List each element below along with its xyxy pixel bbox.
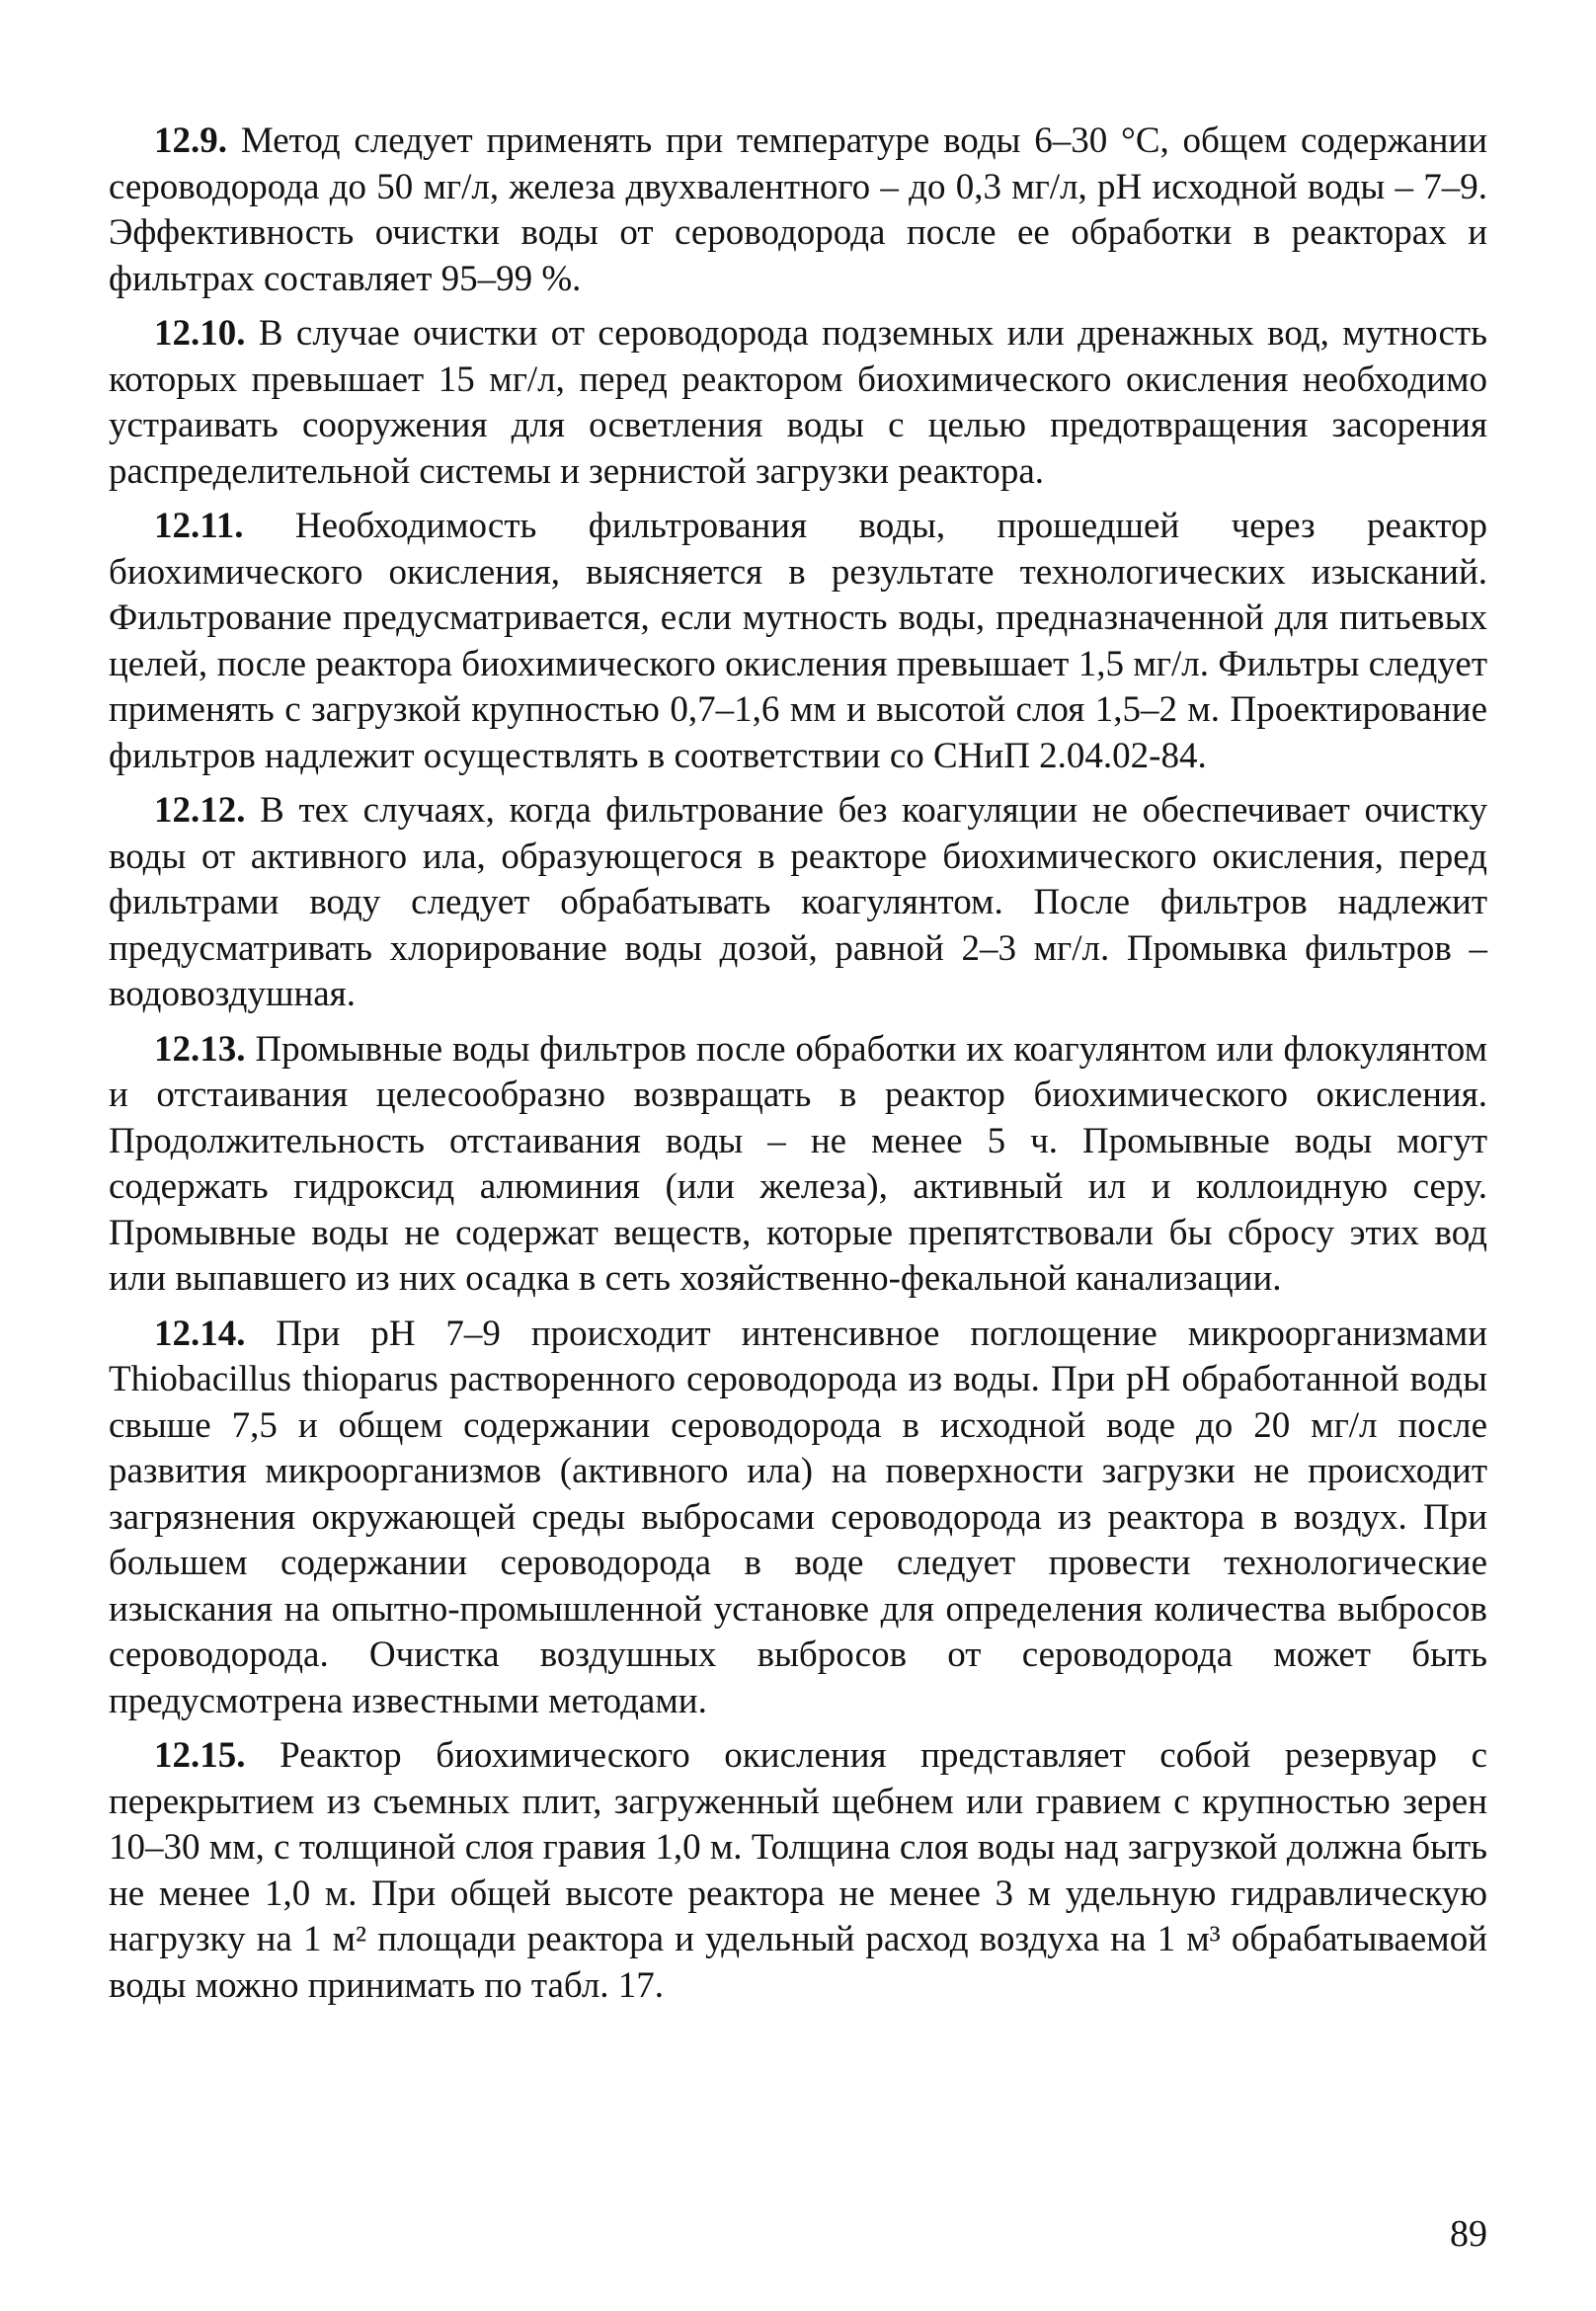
clause-text: Промывные воды фильтров после обработки их коагулянтом или флокулянтом и отстаивания целесообразно возвращать в реактор биохимического окисления. Продолжительность отстаивания воды – не менее 5 ч. Промывные воды могут содержать гидроксид алюминия (или железа), активный ил и коллоидную серу. Промывные воды не содержат веществ, которые препятствовали бы сбросу этих вод или выпавшего из них осадка в сеть хозяйственно-фекальной канализации. (109, 1028, 1487, 1299)
clause-text: Необходимость фильтрования воды, прошедшей через реактор биохимического окисления, выясняется в результате технологических изысканий. Фильтрование предусматривается, если мутность воды, предназначенной для питьевых целей, после реактора биохимического окисления превышает 1,5 мг/л. Фильтры следует применять с загрузкой крупностью 0,7–1,6 мм и высотой слоя 1,5–2 м. Проектирование фильтров надлежит осуществлять в соответствии со СНиП 2.04.02-84. (109, 506, 1487, 776)
paragraph-12-10 (109, 311, 1487, 495)
clause-text: Реактор биохимического окисления представляет собой резервуар с перекрытием из съемных плит, загруженный щебнем или гравием с крупностью зерен 10–30 мм, с толщиной слоя гравия 1,0 м. Толщина слоя воды над загрузкой должна быть не менее 1,0 м. При общей высоте реактора не менее 3 м удельную гидравлическую нагрузку на 1 м² площади реактора и удельный расход воздуха на 1 м³ обрабатываемой воды можно принимать по табл. 17. (109, 1735, 1487, 2006)
document-body (109, 119, 1487, 2018)
clause-text: Метод следует применять при температуре воды 6–30 °С, общем содержании сероводорода до 50 мг/л, железа двухвалентного – до 0,3 мг/л, рН исходной воды – 7–9. Эффективность очистки воды от сероводорода после ее обработки в реакторах и фильтрах составляет 95–99 %. (109, 120, 1487, 299)
clause-text: При рН 7–9 происходит интенсивное поглощение микроорганизмами Thiobacillus thioparus растворенного сероводорода из воды. При рН обработанной воды свыше 7,5 и общем содержании сероводорода в исходной воде до 20 мг/л после развития микроорганизмов (активного ила) на поверхности загрузки не происходит загрязнения окружающей среды выбросами сероводорода из реактора в воздух. При большем содержании сероводорода в воде следует провести технологические изыскания на опытно-промышленной установке для определения количества выбросов сероводорода. Очистка воздушных выбросов от сероводорода может быть предусмотрена известными методами. (109, 1313, 1488, 1721)
page-number: 89 (1450, 2213, 1487, 2255)
paragraph-12-15 (109, 1733, 1487, 2009)
clause-number: 12.15. (154, 1735, 246, 1776)
paragraph-12-11 (109, 504, 1487, 779)
clause-number: 12.11. (154, 506, 244, 546)
clause-text: В случае очистки от сероводорода подземных или дренажных вод, мутность которых превышает 15 мг/л, перед реактором биохимического окисления необходимо устраивать сооружения для осветления воды с целью предотвращения засорения распределительной системы и зернистой загрузки реактора. (109, 313, 1488, 492)
paragraph-12-12 (109, 788, 1487, 1018)
clause-number: 12.9. (154, 120, 227, 161)
clause-number: 12.10. (154, 313, 246, 354)
clause-text: В тех случаях, когда фильтрование без коагуляции не обеспечивает очистку воды от активного ила, образующегося в реакторе биохимического окисления, перед фильтрами воду следует обрабатывать коагулянтом. После фильтров надлежит предусматривать хлорирование воды дозой, равной 2–3 мг/л. Промывка фильтров – водовоздушная. (109, 790, 1488, 1014)
clause-number: 12.12. (154, 790, 246, 831)
clause-number: 12.13. (154, 1028, 246, 1070)
paragraph-12-14 (109, 1312, 1487, 1725)
paragraph-12-9 (109, 119, 1487, 302)
clause-number: 12.14. (154, 1313, 246, 1354)
paragraph-12-13 (109, 1027, 1487, 1303)
